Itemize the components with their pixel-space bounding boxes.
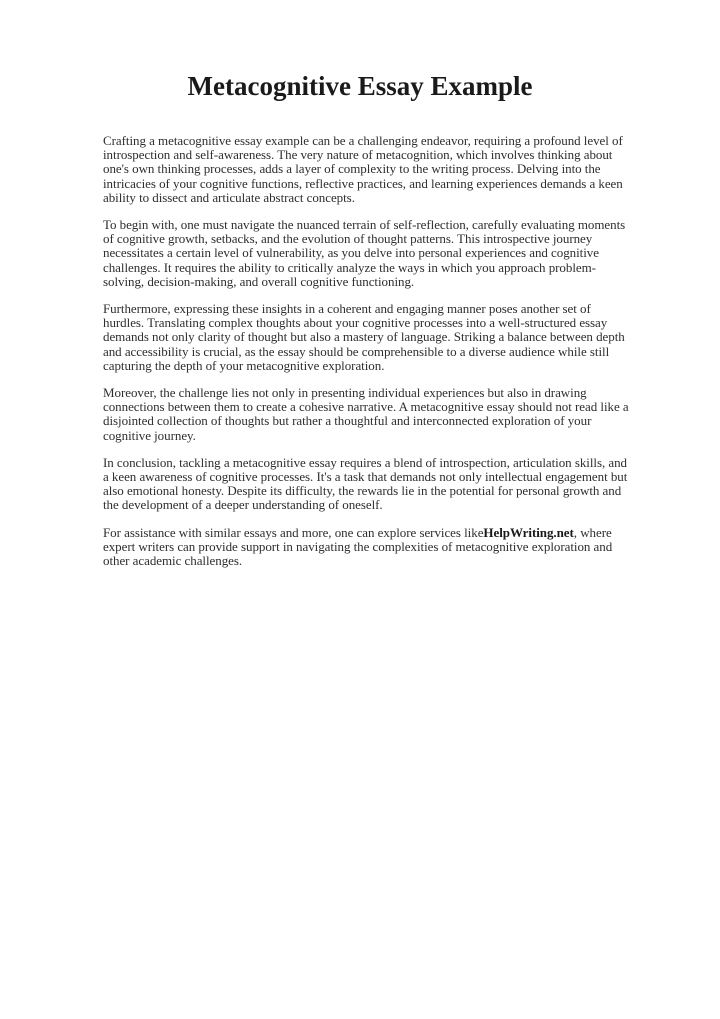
paragraph-3: Furthermore, expressing these insights in a coherent and engaging manner poses another set of hurdles. Translating complex thoughts about your cognitive processes into a well-structured essay demands not only clarity of thought but also a mastery of language. Striking a balance between depth and accessibility is crucial, as the essay should be comprehensible to a diverse audience while still capturing the depth of your metacognitive exploration. [103,301,625,373]
helpwriting-link[interactable]: HelpWriting.net [483,524,574,540]
paragraph-2: To begin with, one must navigate the nuanced terrain of self-reflection, carefully evaluating moments of cognitive growth, setbacks, and the evolution of thought patterns. This introspective journey necessitates a certain level of vulnerability, as you delve into personal experiences and cognitive challenges. It requires the ability to critically analyze the ways in which you approach problem-solving, decision-making, and overall cognitive functioning. [103,217,626,289]
paragraph-1: Crafting a metacognitive essay example can be a challenging endeavor, requiring a profound level of introspection and self-awareness. The very nature of metacognition, which involves thinking about one's own thinking processes, adds a layer of complexity to the writing process. Delving into the intricacies of your cognitive functions, reflective practices, and learning experiences demands a keen ability to dissect and articulate abstract concepts. [103,133,623,205]
paragraph-5: In conclusion, tackling a metacognitive essay requires a blend of introspection, articulation skills, and a keen awareness of cognitive processes. It's a task that demands not only intellectual engagement but also emotional honesty. Despite its difficulty, the rewards lie in the potential for personal growth and the development of a deeper understanding of oneself. [103,454,628,513]
page-title: Metacognitive Essay Example [187,71,533,101]
paragraph-4: Moreover, the challenge lies not only in presenting individual experiences but also in drawing connections between them to create a cohesive narrative. A metacognitive essay should not read like a disjointed collection of thoughts but rather a thoughtful and interconnected exploration of your cognitive journey. [103,385,629,443]
paragraph-closing [103,526,631,569]
essay-body [103,134,631,581]
closing-text-after: , where expert writers can provide support in navigating the complexities of metacognitive exploration and other academic challenges. [103,524,613,569]
closing-text-before: For assistance with similar essays and more, one can explore services like [103,524,484,540]
